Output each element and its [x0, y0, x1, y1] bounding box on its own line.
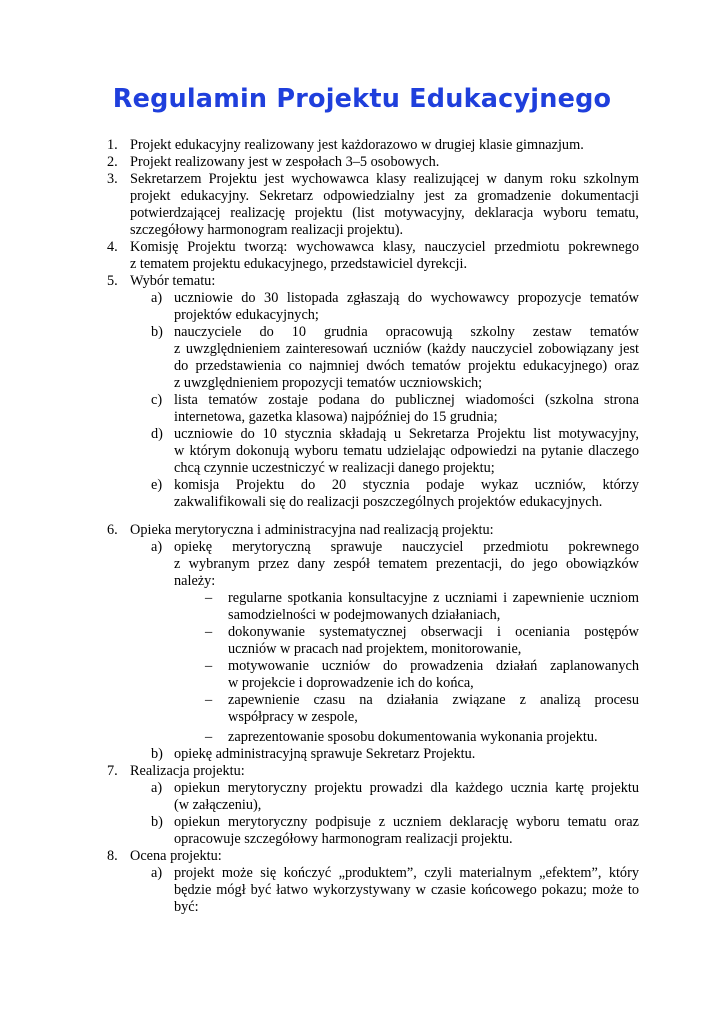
sub-item-text: do przedstawienia co najmniej dwóch tematów projektu edukacyjnego) oraz [174, 358, 639, 374]
list-item-number: 2. [107, 154, 118, 170]
sub-item-text: z uwzględnieniem zainteresowań uczniów (każdy nauczyciel zobowiązany jest [174, 341, 639, 357]
dash-bullet-icon: – [205, 658, 213, 674]
list-item-number: 3. [107, 171, 118, 187]
sub-item-text: uczniowie do 30 listopada zgłaszają do wychowawcy propozycje tematów [174, 290, 639, 306]
sub-item-label: a) [151, 780, 163, 796]
sub-item-text: opiekę merytoryczną sprawuje nauczyciel przedmiotu pokrewnego [174, 539, 639, 555]
list-item-text: potwierdzającej realizację projektu (list motywacyjny, deklaracja wyboru tematu, [130, 205, 639, 221]
dash-item-text: dokonywanie systematycznej obserwacji i oceniania postępów [228, 624, 639, 640]
sub-item-text: z uwzględnieniem propozycji tematów uczniowskich; [174, 375, 483, 391]
list-item-number: 1. [107, 137, 118, 153]
list-item-number: 7. [107, 763, 118, 779]
list-item-number: 5. [107, 273, 118, 289]
sub-item-text: opiekę administracyjną sprawuje Sekretarz Projektu. [174, 746, 476, 762]
sub-item-label: b) [151, 746, 163, 762]
sub-item-label: a) [151, 539, 163, 555]
list-item-text: Projekt edukacyjny realizowany jest każdorazowo w drugiej klasie gimnazjum. [130, 137, 584, 153]
dash-item-text: motywowanie uczniów do prowadzenia działań zaplanowanych [228, 658, 639, 674]
dash-item-text: zaprezentowanie sposobu dokumentowania wykonania projektu. [228, 729, 598, 745]
list-item-text: projekt edukacyjny. Sekretarz odpowiedzialny jest za gromadzenie dokumentacji [130, 188, 639, 204]
sub-item-text: opiekun merytoryczny projektu prowadzi dla każdego ucznia kartę projektu [174, 780, 639, 796]
list-item-number: 4. [107, 239, 118, 255]
dash-item-text: uczniów w pracach nad projektem, monitorowanie, [228, 641, 522, 657]
dash-item-text: regularne spotkania konsultacyjne z uczniami i zapewnienie uczniom [228, 590, 639, 606]
sub-item-text: lista tematów zostaje podana do publicznej wiadomości (szkolna strona [174, 392, 639, 408]
dash-bullet-icon: – [205, 692, 213, 708]
dash-item-text: zapewnienie czasu na działania związane z analizą procesu [228, 692, 639, 708]
sub-item-text: internetowa, gazetka klasowa) najpóźniej do 15 grudnia; [174, 409, 498, 425]
dash-bullet-icon: – [205, 624, 213, 640]
sub-item-text: będzie mógł być łatwo wykorzystywany w czasie końcowego pokazu; może to [174, 882, 639, 898]
sub-item-text: należy: [174, 573, 216, 589]
sub-item-text: być: [174, 899, 199, 915]
sub-item-text: (w załączeniu), [174, 797, 262, 813]
list-item-text: Sekretarzem Projektu jest wychowawca klasy realizującej w danym roku szkolnym [130, 171, 639, 187]
sub-item-label: b) [151, 814, 163, 830]
sub-item-text: opiekun merytoryczny podpisuje z uczniem deklarację wyboru tematu oraz [174, 814, 639, 830]
sub-item-text: chcą czynnie uczestniczyć w realizacji danego projektu; [174, 460, 495, 476]
sub-item-text: komisja Projektu do 20 stycznia podaje wykaz uczniów, którzy [174, 477, 639, 493]
sub-item-label: b) [151, 324, 163, 340]
dash-bullet-icon: – [205, 729, 213, 745]
dash-item-text: samodzielności w podejmowanych działaniach, [228, 607, 501, 623]
list-item-text: Ocena projektu: [130, 848, 222, 864]
sub-item-label: c) [151, 392, 163, 408]
dash-bullet-icon: – [205, 590, 213, 606]
dash-item-text: w projekcie i doprowadzenie ich do końca, [228, 675, 474, 691]
list-item-text: szczegółowy harmonogram realizacji projektu). [130, 222, 404, 238]
list-item-text: Komisję Projektu tworzą: wychowawca klasy, nauczyciel przedmiotu pokrewnego [130, 239, 639, 255]
sub-item-text: opracowuje szczegółowy harmonogram realizacji projektu. [174, 831, 513, 847]
list-item-text: Projekt realizowany jest w zespołach 3–5 osobowych. [130, 154, 440, 170]
sub-item-text: w którym dokonują wyboru tematu udzielając odpowiedzi na pytanie dlaczego [174, 443, 639, 459]
list-item-text: Realizacja projektu: [130, 763, 245, 779]
page-title: Regulamin Projektu Edukacyjnego [112, 84, 612, 114]
sub-item-text: z wybranym przez dany zespół tematem prezentacji, do jego obowiązków [174, 556, 639, 572]
sub-item-label: a) [151, 290, 163, 306]
dash-item-text: współpracy w zespole, [228, 709, 358, 725]
sub-item-label: e) [151, 477, 163, 493]
sub-item-text: zakwalifikowali się do realizacji poszczególnych projektów edukacyjnych. [174, 494, 603, 510]
sub-item-text: projekt może się kończyć „produktem”, czyli materialnym „efektem”, który [174, 865, 639, 881]
sub-item-text: projektów edukacyjnych; [174, 307, 319, 323]
list-item-text: z tematem projektu edukacyjnego, przedstawiciel dyrekcji. [130, 256, 468, 272]
list-item-number: 8. [107, 848, 118, 864]
sub-item-label: a) [151, 865, 163, 881]
list-item-number: 6. [107, 522, 118, 538]
list-item-text: Wybór tematu: [130, 273, 216, 289]
sub-item-label: d) [151, 426, 163, 442]
sub-item-text: uczniowie do 10 stycznia składają u Sekretarza Projektu list motywacyjny, [174, 426, 639, 442]
list-item-text: Opieka merytoryczna i administracyjna nad realizacją projektu: [130, 522, 494, 538]
sub-item-text: nauczyciele do 10 grudnia opracowują szkolny zestaw tematów [174, 324, 639, 340]
